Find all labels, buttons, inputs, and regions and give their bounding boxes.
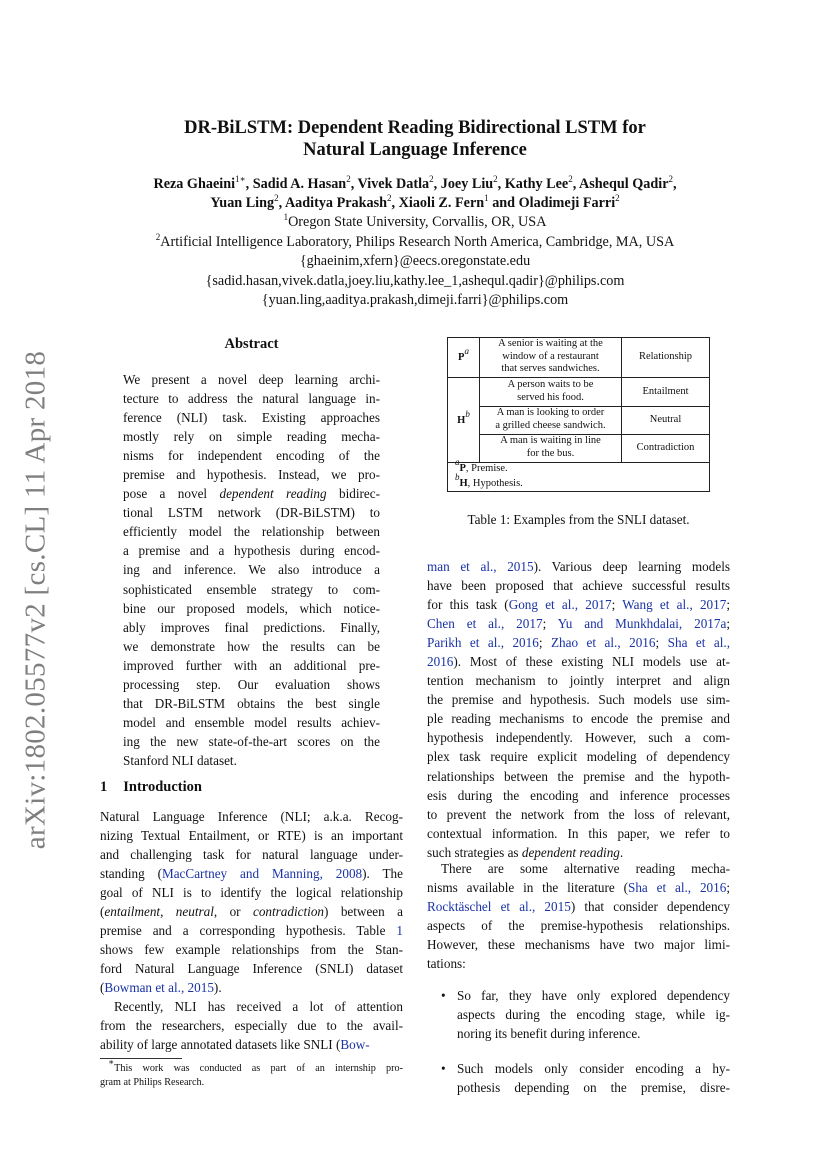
text-line: plex task require explicit modeling of dependency bbox=[427, 749, 730, 765]
author-name: Yuan Ling bbox=[210, 195, 275, 211]
relationship-header: Relationship bbox=[638, 351, 693, 362]
author-separator: , bbox=[673, 176, 677, 192]
text-line: contextual information. In this paper, we refer to bbox=[427, 825, 730, 841]
text-line: tecture to address the natural language in- bbox=[123, 391, 380, 407]
text-line: efficiently model the relationship between bbox=[123, 524, 380, 540]
author-affiliation-mark: 1∗ bbox=[235, 174, 246, 184]
title-line-1: DR-BiLSTM: Dependent Reading Bidirectional LSTM for bbox=[184, 118, 646, 138]
text-line: hypothesis independently. However, such a com- bbox=[427, 730, 730, 746]
abstract-heading: Abstract bbox=[224, 336, 279, 352]
section-title: Introduction bbox=[123, 779, 202, 795]
intro-paragraph-2 bbox=[100, 997, 403, 1054]
text-line: and challenging task for natural language under- bbox=[100, 847, 403, 863]
text-line: pothesis depending on the premise, disre- bbox=[457, 1080, 730, 1096]
text-line: ple reading mechanisms to encode the premise and bbox=[427, 711, 730, 727]
hypothesis-contradiction: A man is waiting in line for the bus. bbox=[500, 435, 601, 459]
text-line: that DR-BiLSTM obtains the best single bbox=[123, 695, 380, 711]
authors-line-2 bbox=[80, 194, 750, 213]
author-affiliation-mark: 2 bbox=[493, 174, 498, 184]
text-line: bine our proposed models, which notice- bbox=[123, 600, 380, 616]
author-separator: , bbox=[391, 195, 399, 211]
affiliation-2-text: Artificial Intelligence Laboratory, Philips Research North America, Cambridge, MA, USA bbox=[160, 233, 675, 250]
text-line: Rocktäschel et al., 2015) that consider dependency bbox=[427, 899, 730, 915]
author-list bbox=[80, 175, 750, 213]
text-line: improved further with an additional pre- bbox=[123, 657, 380, 673]
text-line: from the researchers, especially due to the avail- bbox=[100, 1018, 403, 1034]
bullet-list bbox=[427, 986, 730, 1097]
text-line: nisms available in the literature (Sha et al., 2016; bbox=[427, 880, 730, 896]
email-1: {ghaeinim,xfern}@eecs.oregonstate.edu bbox=[299, 253, 531, 269]
author-name: Oladimeji Farri bbox=[518, 195, 616, 211]
affiliation-2 bbox=[60, 233, 770, 253]
author-affiliation-mark: 2 bbox=[568, 174, 573, 184]
text-line: However, these mechanisms have two major limi- bbox=[427, 937, 730, 953]
author-affiliation-mark: 2 bbox=[429, 174, 434, 184]
author-separator: , bbox=[245, 176, 253, 192]
affiliation-1-mark: 1 bbox=[283, 212, 289, 222]
footnote-line-1 bbox=[100, 1057, 403, 1076]
text-line: goal of NLI is to identify the logical relationship bbox=[100, 885, 403, 901]
text-line: We present a novel deep learning archi- bbox=[123, 372, 380, 387]
author-name: Vivek Datla bbox=[357, 176, 430, 192]
bullet-icon: • bbox=[441, 1061, 446, 1077]
hypothesis-neutral: A man is looking to order a grilled cheese sandwich. bbox=[495, 407, 606, 431]
list-item bbox=[427, 986, 730, 1043]
text-line: aspects during the encoding stage, while ig- bbox=[457, 1007, 730, 1023]
affiliation-1-text: Oregon State University, Corvallis, OR, USA bbox=[288, 214, 547, 230]
arxiv-id: arXiv:1802.05577v2 [cs.CL] 11 Apr 2018 bbox=[19, 350, 52, 850]
author-affiliation-mark: 2 bbox=[387, 193, 392, 203]
text-line: we demonstrate how the results can be bbox=[123, 638, 380, 654]
author-separator: , bbox=[572, 176, 580, 192]
author-name: Aaditya Prakash bbox=[284, 195, 388, 211]
label-contradiction: Contradiction bbox=[636, 442, 695, 453]
text-line: sophisticated ensemble strategy to com- bbox=[123, 581, 380, 597]
paper-title bbox=[80, 117, 750, 161]
author-name: Sadid A. Hasan bbox=[252, 176, 347, 192]
text-line: to prevent the network from the loss of relevant, bbox=[427, 806, 730, 822]
text-line: such strategies as dependent reading. bbox=[427, 844, 624, 860]
right-paragraph-2 bbox=[427, 859, 730, 973]
right-paragraph-1 bbox=[427, 557, 730, 862]
limitations-list bbox=[427, 986, 730, 1097]
text-line: 2016). Most of these existing NLI models use at- bbox=[427, 654, 730, 670]
affiliations bbox=[60, 213, 770, 311]
text-line: the premise and hypothesis. Such models use sim- bbox=[427, 692, 730, 708]
text-line: premise and a corresponding hypothesis. Table 1 bbox=[100, 923, 403, 939]
text-line: standing (MacCartney and Manning, 2008). The bbox=[100, 866, 403, 882]
text-line: esis during the encoding and inference processes bbox=[427, 787, 730, 803]
text-line: noring its benefit during inference. bbox=[457, 1026, 641, 1042]
text-line: Such models only consider encoding a hy- bbox=[457, 1061, 730, 1077]
author-name: Reza Ghaeini bbox=[153, 176, 236, 192]
text-line: Recently, NLI has received a lot of attention bbox=[114, 999, 403, 1014]
email-3: {yuan.ling,aaditya.prakash,dimeji.farri}@philips.com bbox=[261, 292, 569, 308]
hypothesis-entailment: A person waits to be served his food. bbox=[507, 379, 594, 403]
author-affiliation-mark: 2 bbox=[346, 174, 351, 184]
author-separator: , bbox=[497, 176, 505, 192]
text-line: for this task (Gong et al., 2017; Wang et al., 2017; bbox=[427, 597, 730, 613]
email-2: {sadid.hasan,vivek.datla,joey.liu,kathy.lee_1,ashequl.qadir}@philips.com bbox=[205, 272, 625, 289]
affiliation-1 bbox=[60, 213, 770, 233]
text-line: (entailment, neutral, or contradiction) between a bbox=[100, 904, 403, 920]
text-line: pose a novel dependent reading bidirec- bbox=[123, 486, 380, 502]
text-line: relationships between the premise and the hypoth- bbox=[427, 768, 730, 784]
text-line: Natural Language Inference (NLI; a.k.a. Recog- bbox=[100, 809, 403, 824]
footnote-text: This work was conducted as part of an internship pro- bbox=[114, 1063, 403, 1074]
label-neutral: Neutral bbox=[649, 414, 682, 425]
authors-line-1 bbox=[80, 175, 750, 194]
footnote-line-2: gram at Philips Research. bbox=[100, 1077, 205, 1088]
footnote bbox=[100, 1057, 403, 1090]
text-line: premise and hypothesis. Instead, we pro- bbox=[123, 467, 380, 483]
abstract-body bbox=[123, 370, 380, 770]
author-name: Ashequl Qadir bbox=[579, 176, 669, 192]
text-line: (Bowman et al., 2015). bbox=[100, 980, 222, 996]
section-number: 1 bbox=[100, 779, 108, 795]
text-line: ability of large annotated datasets like SNLI (Bow- bbox=[100, 1037, 370, 1053]
text-line: tention mechanism to jointly interpret and align bbox=[427, 673, 730, 689]
bullet-icon: • bbox=[441, 988, 446, 1003]
footnote-mark: ∗ bbox=[108, 1057, 115, 1067]
text-line: nizing Textual Entailment, or RTE) is an important bbox=[100, 828, 403, 844]
table-divider bbox=[448, 377, 709, 378]
affiliation-2-mark: 2 bbox=[155, 231, 161, 242]
author-affiliation-mark: 2 bbox=[668, 174, 673, 184]
author-separator: , bbox=[278, 195, 285, 211]
text-line: ing the new state-of-the-art scores on the bbox=[123, 733, 380, 749]
table-caption: Table 1: Examples from the SNLI dataset. bbox=[467, 512, 690, 527]
text-line: ably improves final predictions. Finally, bbox=[123, 619, 380, 635]
author-affiliation-mark: 2 bbox=[274, 193, 279, 203]
author-affiliation-mark: 2 bbox=[615, 193, 620, 203]
author-separator: , bbox=[433, 176, 441, 192]
label-entailment: Entailment bbox=[642, 386, 689, 397]
author-separator: and bbox=[488, 195, 519, 211]
author-affiliation-mark: 1 bbox=[484, 193, 489, 203]
author-name: Xiaoli Z. Fern bbox=[398, 195, 485, 211]
text-line: Stanford NLI dataset. bbox=[123, 752, 237, 768]
text-line: ford Natural Language Inference (SNLI) dataset bbox=[100, 961, 403, 977]
text-line: shows few example relationships from the Stan- bbox=[100, 942, 403, 958]
premise-text: A senior is waiting at the window of a restaurant that serves sandwiches. bbox=[498, 338, 603, 374]
table-note-hypothesis: $^b$H, Hypothesis. bbox=[455, 472, 523, 489]
text-line: model and ensemble model results achiev- bbox=[123, 714, 380, 730]
text-line: ference (NLI) task. Existing approaches bbox=[123, 410, 380, 426]
text-line: man et al., 2015). Various deep learning models bbox=[427, 559, 730, 574]
text-line: processing step. Our evaluation shows bbox=[123, 676, 380, 692]
table-note-premise: $^a$P, Premise. bbox=[455, 457, 508, 474]
author-name: Joey Liu bbox=[440, 176, 494, 192]
text-line: There are some alternative reading mecha- bbox=[441, 861, 730, 876]
text-line: a premise and a hypothesis during encod- bbox=[123, 543, 380, 559]
hypothesis-label: $H^b$ bbox=[457, 409, 470, 426]
text-line: have been proposed that achieve successful results bbox=[427, 578, 730, 594]
text-line: nisms for independent encoding of the bbox=[123, 448, 380, 464]
title-line-2: Natural Language Inference bbox=[303, 140, 527, 160]
text-line: mostly rely on simple reading mecha- bbox=[123, 429, 380, 445]
text-line: aspects of the premise-hypothesis relationships. bbox=[427, 918, 730, 934]
text-line: Chen et al., 2017; Yu and Munkhdalai, 2017a; bbox=[427, 616, 730, 632]
section-heading bbox=[100, 779, 202, 796]
text-line: Parikh et al., 2016; Zhao et al., 2016; Sha et al., bbox=[427, 635, 730, 651]
intro-paragraph-1 bbox=[100, 807, 403, 997]
text-line: tations: bbox=[427, 956, 466, 972]
text-line: So far, they have only explored dependency bbox=[457, 988, 730, 1003]
author-separator: , bbox=[350, 176, 358, 192]
premise-label: $P^a$ bbox=[458, 346, 469, 363]
author-name: Kathy Lee bbox=[504, 176, 569, 192]
list-item bbox=[427, 1059, 730, 1097]
text-line: tional LSTM network (DR-BiLSTM) to bbox=[123, 505, 380, 521]
examples-table bbox=[447, 337, 710, 492]
text-line: ing and inference. We also introduce a bbox=[123, 562, 380, 578]
